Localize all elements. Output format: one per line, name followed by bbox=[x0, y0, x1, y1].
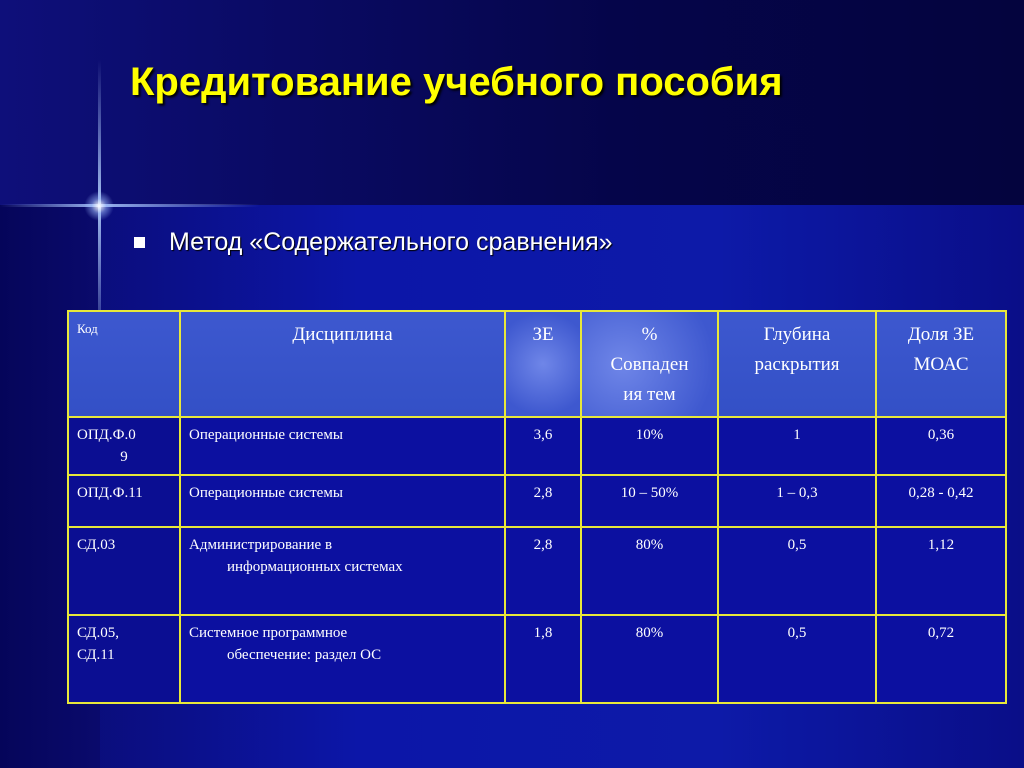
depth-cell: 1 – 0,3 bbox=[718, 475, 876, 527]
match-cell: 80% bbox=[581, 615, 718, 703]
header-share bbox=[876, 311, 1006, 417]
depth-cell: 0,5 bbox=[718, 527, 876, 615]
light-flare-icon bbox=[84, 191, 114, 221]
discipline-line-1: Операционные системы bbox=[189, 427, 343, 443]
code-line-2: СД.11 bbox=[77, 647, 115, 663]
discipline-line-1: Операционные системы bbox=[189, 485, 343, 501]
ze-cell: 2,8 bbox=[505, 527, 581, 615]
table-row bbox=[68, 417, 1006, 475]
share-cell: 0,72 bbox=[876, 615, 1006, 703]
header-match-line-3: ия тем bbox=[623, 384, 676, 405]
header-match bbox=[581, 311, 718, 417]
header-depth-line-2: раскрытия bbox=[754, 354, 840, 375]
table-row bbox=[68, 527, 1006, 615]
match-cell: 80% bbox=[581, 527, 718, 615]
depth-cell: 1 bbox=[718, 417, 876, 475]
bullet-text: Метод «Содержательного сравнения» bbox=[169, 228, 613, 256]
share-cell: 0,36 bbox=[876, 417, 1006, 475]
header-depth bbox=[718, 311, 876, 417]
share-cell: 1,12 bbox=[876, 527, 1006, 615]
header-share-line-2: МОАС bbox=[913, 354, 969, 375]
table-header-row bbox=[68, 311, 1006, 417]
discipline-line-1: Системное программное bbox=[189, 625, 348, 641]
code-cell bbox=[68, 417, 180, 475]
slide-title: Кредитование учебного пособия bbox=[130, 60, 783, 104]
ze-cell: 3,6 bbox=[505, 417, 581, 475]
discipline-line-2: информационных системах bbox=[227, 559, 403, 575]
light-flare-horizontal bbox=[0, 204, 260, 207]
square-bullet-icon bbox=[134, 237, 145, 248]
match-cell: 10 – 50% bbox=[581, 475, 718, 527]
header-match-line-1: % bbox=[641, 324, 658, 345]
table-row bbox=[68, 475, 1006, 527]
discipline-cell bbox=[180, 615, 505, 703]
match-cell: 10% bbox=[581, 417, 718, 475]
code-cell bbox=[68, 475, 180, 527]
discipline-cell bbox=[180, 475, 505, 527]
header-match-line-2: Совпаден bbox=[610, 354, 689, 375]
depth-cell: 0,5 bbox=[718, 615, 876, 703]
header-discipline: Дисциплина bbox=[180, 311, 505, 417]
discipline-line-2: обеспечение: раздел ОС bbox=[227, 647, 382, 663]
header-code: Код bbox=[68, 311, 180, 417]
code-cell bbox=[68, 615, 180, 703]
code-line-1: ОПД.Ф.0 bbox=[77, 427, 136, 443]
share-cell: 0,28 - 0,42 bbox=[876, 475, 1006, 527]
code-line-1: СД.03 bbox=[77, 537, 116, 553]
header-depth-line-1: Глубина bbox=[763, 324, 831, 345]
code-line-2: 9 bbox=[120, 449, 128, 465]
table-row bbox=[68, 615, 1006, 703]
code-line-1: ОПД.Ф.11 bbox=[77, 485, 143, 501]
bullet-item bbox=[134, 228, 613, 257]
ze-cell: 1,8 bbox=[505, 615, 581, 703]
code-line-1: СД.05, bbox=[77, 625, 119, 641]
header-share-line-1: Доля ЗЕ bbox=[907, 324, 975, 345]
discipline-cell bbox=[180, 417, 505, 475]
discipline-line-1: Администрирование в bbox=[189, 537, 333, 553]
ze-cell: 2,8 bbox=[505, 475, 581, 527]
discipline-cell bbox=[180, 527, 505, 615]
comparison-table bbox=[67, 310, 1007, 704]
code-cell bbox=[68, 527, 180, 615]
header-ze: ЗЕ bbox=[505, 311, 581, 417]
